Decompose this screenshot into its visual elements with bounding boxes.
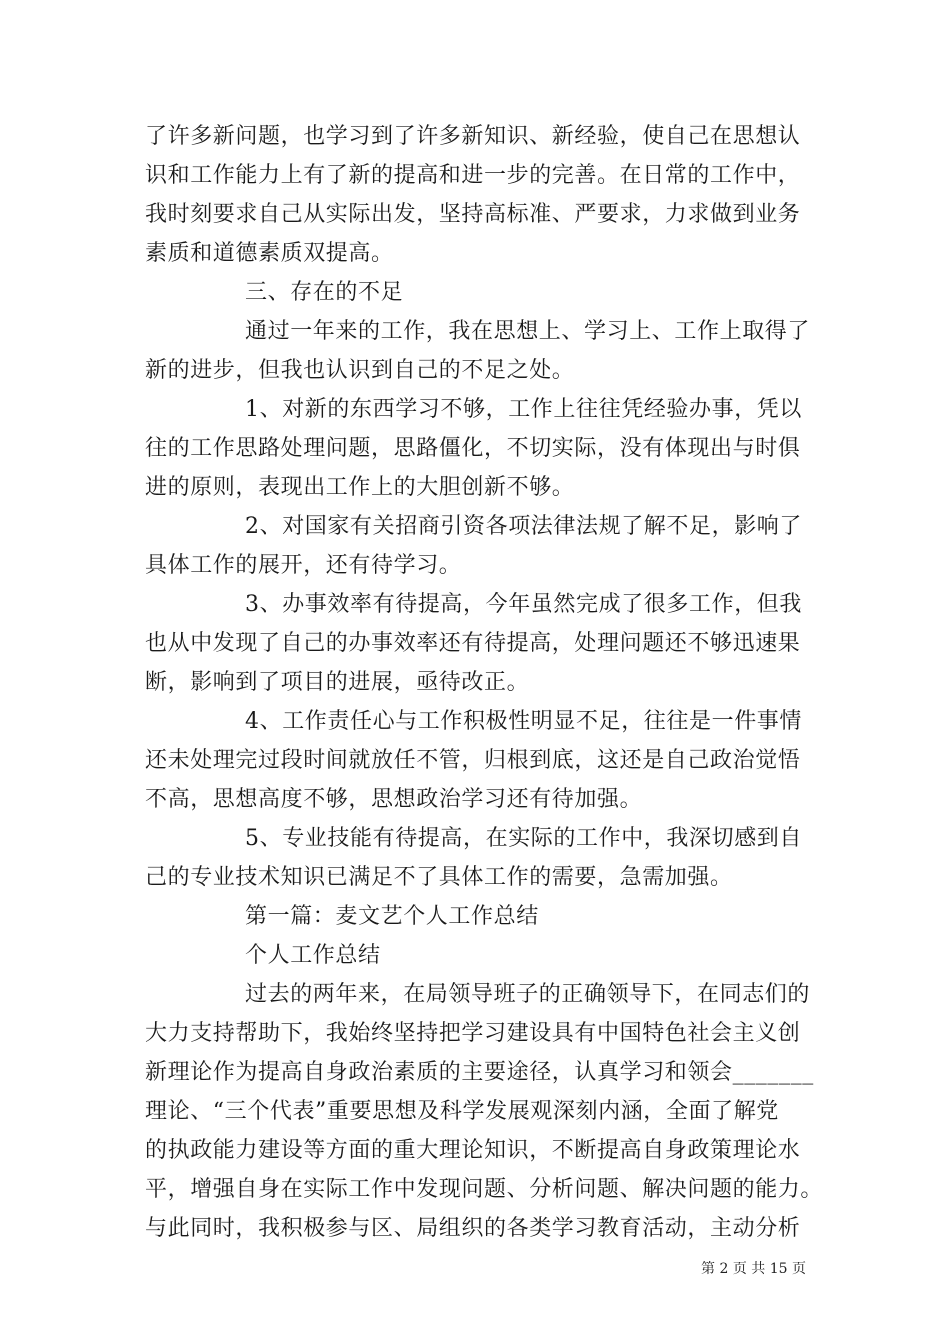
paragraph-line-indented: 个人工作总结 [245,943,381,968]
paragraph-line-indented: 3、办事效率有待提高，今年虽然完成了很多工作，但我 [245,592,802,617]
paragraph-line: 新的进步，但我也认识到自己的不足之处。 [145,358,575,383]
paragraph-line: 与此同时，我积极参与区、局组织的各类学习教育活动，主动分析 [145,1216,801,1241]
paragraph-line: 新理论作为提高自身政治素质的主要途径，认真学习和领会_______ [145,1060,814,1085]
paragraph-line: 的执政能力建设等方面的重大理论知识，不断提高自身政策理论水 [145,1138,801,1163]
paragraph-line-indented: 通过一年来的工作，我在思想上、学习上、工作上取得了 [245,319,811,344]
paragraph-line-indented: 过去的两年来，在局领导班子的正确领导下，在同志们的 [245,982,811,1007]
paragraph-line: 己的专业技术知识已满足不了具体工作的需要，急需加强。 [145,865,733,890]
paragraph-line-indented: 1、对新的东西学习不够，工作上往往凭经验办事，凭以 [245,397,802,422]
paragraph-line-indented: 4、工作责任心与工作积极性明显不足，往往是一件事情 [245,709,802,734]
paragraph-line: 也从中发现了自己的办事效率还有待提高，处理问题还不够迅速果 [145,631,801,656]
paragraph-line: 往的工作思路处理问题，思路僵化，不切实际，没有体现出与时俱 [145,436,801,461]
paragraph-line-indented: 三、存在的不足 [245,280,404,305]
paragraph-line: 理论、“三个代表”重要思想及科学发展观深刻内涵，全面了解党 [145,1099,779,1124]
paragraph-line: 素质和道德素质双提高。 [145,241,394,266]
paragraph-line: 具体工作的展开，还有待学习。 [145,553,462,578]
paragraph-line-indented: 5、专业技能有待提高，在实际的工作中，我深切感到自 [245,826,802,851]
paragraph-line: 还未处理完过段时间就放任不管，归根到底，这还是自己政治觉悟 [145,748,801,773]
paragraph-line: 进的原则，表现出工作上的大胆创新不够。 [145,475,575,500]
paragraph-line: 了许多新问题，也学习到了许多新知识、新经验，使自己在思想认 [145,124,801,149]
paragraph-line: 识和工作能力上有了新的提高和进一步的完善。在日常的工作中， [145,163,801,188]
paragraph-line: 平，增强自身在实际工作中发现问题、分析问题、解决问题的能力。 [145,1177,824,1202]
paragraph-line: 不高，思想高度不够，思想政治学习还有待加强。 [145,787,643,812]
paragraph-line-indented: 第一篇：麦文艺个人工作总结 [245,904,539,929]
paragraph-line: 大力支持帮助下，我始终坚持把学习建设具有中国特色社会主义创 [145,1021,801,1046]
paragraph-line: 断，影响到了项目的进展，亟待改正。 [145,670,530,695]
paragraph-line: 我时刻要求自己从实际出发，坚持高标准、严要求，力求做到业务 [145,202,801,227]
paragraph-line-indented: 2、对国家有关招商引资各项法律法规了解不足，影响了 [245,514,802,539]
page-number-footer: 第 2 页 共 15 页 [701,1261,806,1277]
document-body [145,117,824,1248]
